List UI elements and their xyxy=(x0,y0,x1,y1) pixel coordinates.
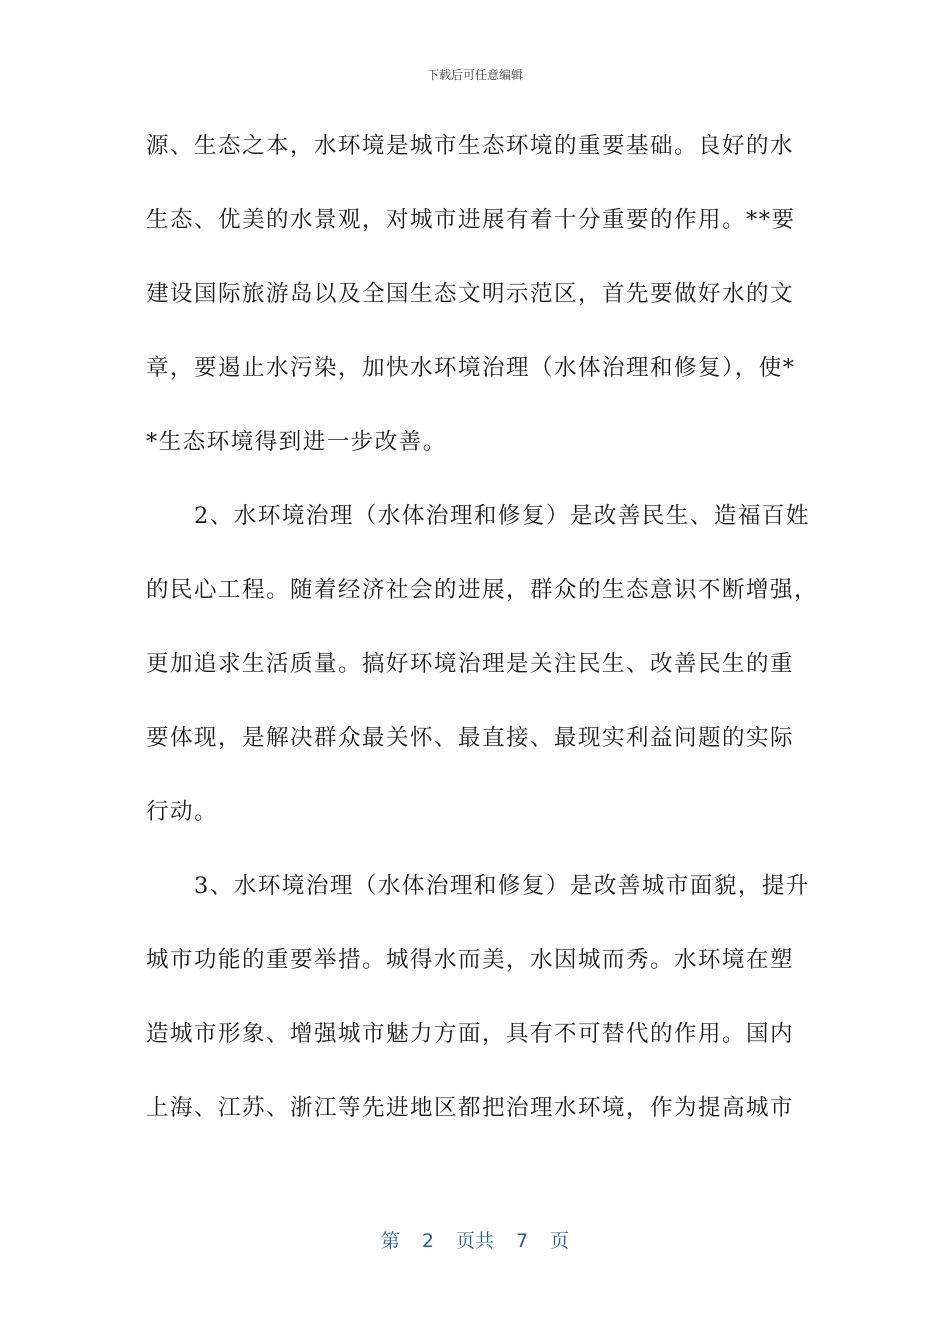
text-line: *生态环境得到进一步改善。 xyxy=(146,429,447,455)
document-body xyxy=(146,122,819,1158)
header-note: 下载后可任意编辑 xyxy=(426,68,523,82)
text-line: 生态、优美的水景观，对城市进展有着十分重要的作用。**要 xyxy=(146,207,796,233)
text-line: 源、生态之本，水环境是城市生态环境的重要基础。良好的水 xyxy=(146,133,795,159)
text-line: 要体现，是解决群众最关怀、最直接、最现实利益问题的实际 xyxy=(146,725,795,751)
text-line: 造城市形象、增强城市魅力方面，具有不可替代的作用。国内 xyxy=(146,1021,795,1047)
text-line: 的民心工程。随着经济社会的进展，群众的生态意识不断增强， xyxy=(146,577,819,603)
text-line: 更加追求生活质量。搞好环境治理是关注民生、改善民生的重 xyxy=(146,651,795,677)
text-line: 3、水环境治理（水体治理和修复）是改善城市面貌，提升 xyxy=(146,873,810,899)
page-total: 7 xyxy=(516,1230,529,1252)
text-line: 上海、江苏、浙江等先进地区都把治理水环境，作为提高城市 xyxy=(146,1095,795,1121)
page-current: 2 xyxy=(421,1230,434,1252)
page-prefix: 第 xyxy=(380,1230,400,1252)
text-line: 建设国际旅游岛以及全国生态文明示范区，首先要做好水的文 xyxy=(146,281,795,307)
text-line: 2、水环境治理（水体治理和修复）是改善民生、造福百姓 xyxy=(146,503,810,529)
page-suffix: 页 xyxy=(550,1230,570,1252)
text-line: 章，要遏止水污染，加快水环境治理（水体治理和修复），使* xyxy=(146,355,796,381)
page-footer xyxy=(0,1226,950,1253)
text-line: 城市功能的重要举措。城得水而美，水因城而秀。水环境在塑 xyxy=(146,947,795,973)
text-line: 行动。 xyxy=(146,799,219,825)
page-mid: 页共 xyxy=(455,1230,494,1252)
